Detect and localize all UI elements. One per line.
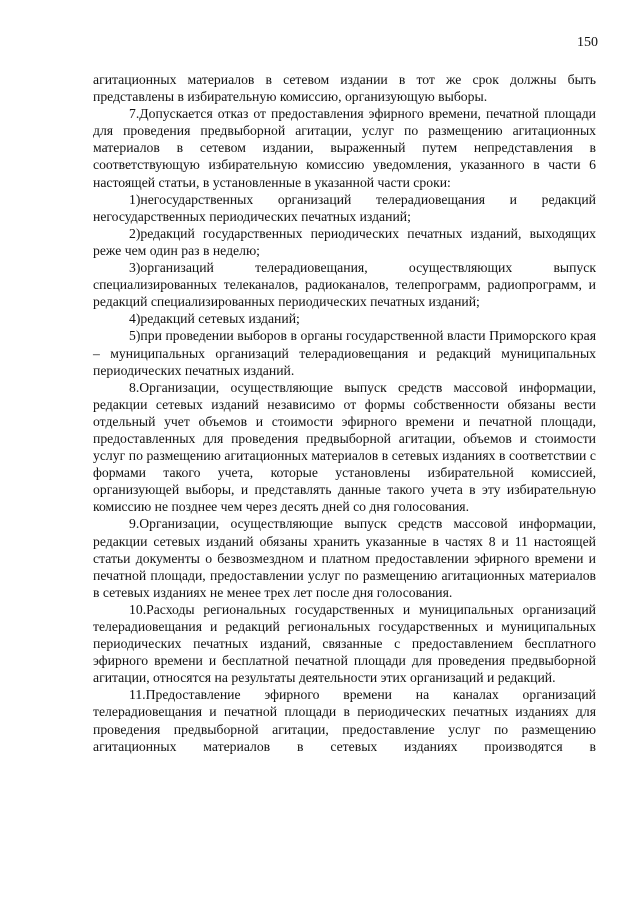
list-item-5: 5)при проведении выборов в органы государственной власти Приморского края – муниципальных организаций телерадиовещания и редакций муниципальных периодических печатных изданий. xyxy=(93,328,596,378)
paragraph-10: 10.Расходы региональных государственных и муниципальных организаций телерадиовещания и редакций региональных государственных и муниципальных периодических печатных изданий, связанные с предоставлением бесплатного эфирного времени и бесплатной печатной площади для проведения предвыборной агитации, относятся на результаты деятельности этих организаций и редакций. xyxy=(93,601,596,686)
paragraph-11: 11.Предоставление эфирного времени на каналах организаций телерадиовещания и печатной площади в периодических печатных изданиях для проведения предвыборной агитации, предоставление услуг по размещению агитационных материалов в сетевых изданиях производятся в xyxy=(93,687,596,754)
list-item-4: 4)редакций сетевых изданий; xyxy=(129,311,300,327)
page-number: 150 xyxy=(577,35,598,50)
list-item-2: 2)редакций государственных периодических печатных изданий, выходящих реже чем один раз в неделю; xyxy=(93,225,596,258)
paragraph-8: 8.Организации, осуществляющие выпуск средств массовой информации, редакции сетевых изданий независимо от формы собственности обязаны вести отдельный учет объемов и стоимости эфирного времени и печатной площади, предоставленных для проведения предвыборной агитации, объемов и стоимости услуг по размещению агитационных материалов в сетевых изданиях в соответствии с формами такого учета, которые установлены избирательной комиссией, организующей выборы, и представлять данные такого учета в эту избирательную комиссию не позднее чем через десять дней со дня голосования. xyxy=(93,379,596,515)
document-body xyxy=(93,71,596,755)
paragraph-9: 9.Организации, осуществляющие выпуск средств массовой информации, редакции сетевых изданий обязаны хранить указанные в частях 8 и 11 настоящей статьи документы о безвозмездном и платном предоставлении эфирного времени и печатной площади, предоставлении услуг по размещению агитационных материалов в сетевых изданиях не менее трех лет после дня голосования. xyxy=(93,516,596,600)
list-item-1: 1)негосударственных организаций телерадиовещания и редакций негосударственных периодических печатных изданий; xyxy=(93,191,596,224)
paragraph-continuation: агитационных материалов в сетевом издании в тот же срок должны быть представлены в избирательную комиссию, организующую выборы. xyxy=(93,72,596,105)
paragraph-7: 7.Допускается отказ от предоставления эфирного времени, печатной площади для проведения предвыборной агитации, услуг по размещению агитационных материалов в сетевом издании, выраженный путем непредставления в соответствующую избирательную комиссию уведомления, указанного в части 6 настоящей статьи, в установленные в указанной части сроки: xyxy=(93,106,596,190)
list-item-3: 3)организаций телерадиовещания, осуществляющих выпуск специализированных телеканалов, радиоканалов, телепрограмм, радиопрограмм, и редакций специализированных периодических печатных изданий; xyxy=(93,260,596,310)
